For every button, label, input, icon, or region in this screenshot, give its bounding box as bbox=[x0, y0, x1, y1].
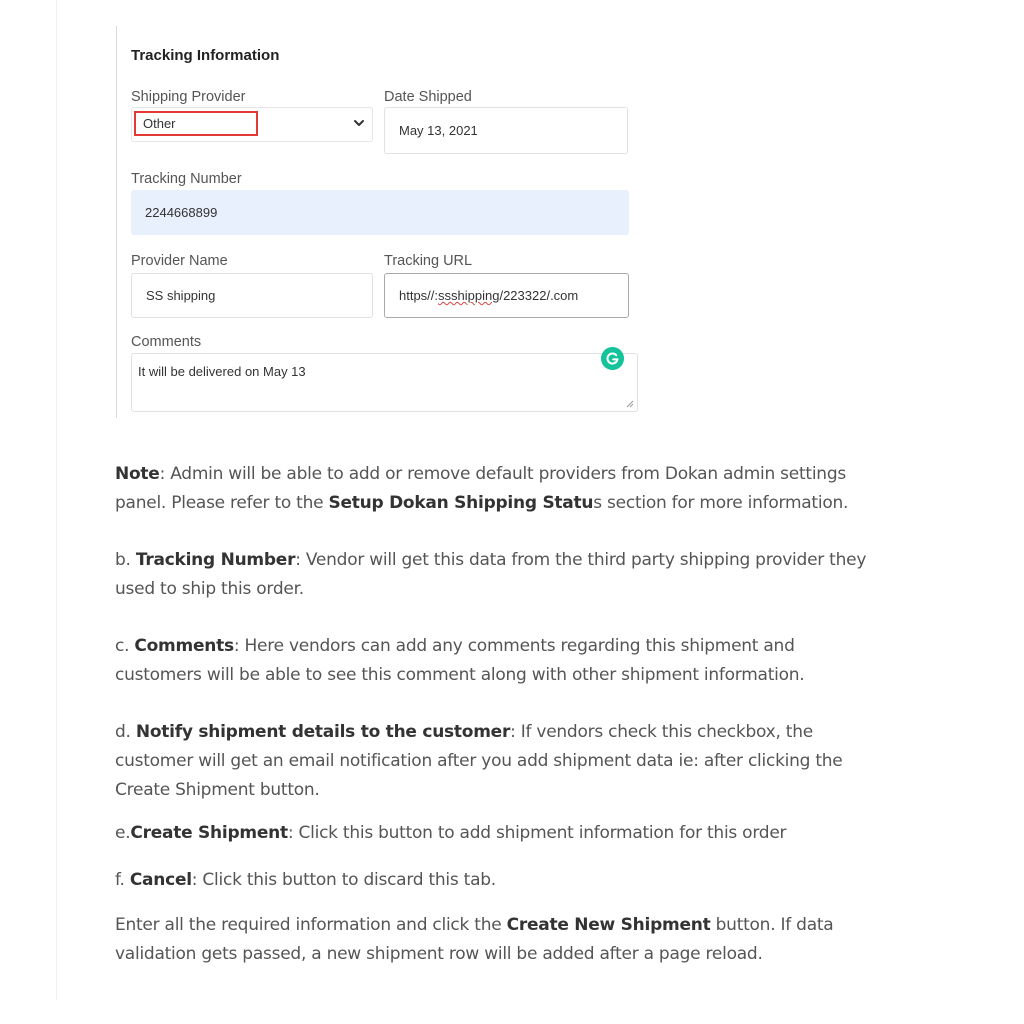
item-c-paragraph bbox=[115, 632, 875, 690]
tracking-number-label: Tracking Number bbox=[131, 171, 242, 187]
final-text-1: Enter all the required information and click the bbox=[115, 915, 507, 935]
item-e-text: : Click this button to add shipment information for this order bbox=[287, 823, 787, 843]
note-text-1: : Admin will be able to add or remove default providers from Dokan admin settings panel. Please refer to the bbox=[115, 464, 846, 513]
final-text-2: button. If data validation gets passed, a new shipment row will be added after a page reload. bbox=[115, 915, 834, 964]
item-d-prefix: d. bbox=[115, 722, 136, 742]
item-f-prefix: f. bbox=[115, 870, 130, 890]
tracking-url-label: Tracking URL bbox=[384, 253, 473, 269]
provider-name-input[interactable]: SS shipping bbox=[131, 273, 373, 318]
comments-text: It will be delivered on May 13 bbox=[138, 364, 306, 379]
comments-label: Comments bbox=[131, 334, 202, 350]
note-paragraph bbox=[115, 460, 875, 518]
form-title: Tracking Information bbox=[131, 47, 280, 64]
note-label: Note bbox=[115, 464, 160, 484]
tracking-url-input[interactable] bbox=[384, 273, 629, 318]
item-b-prefix: b. bbox=[115, 550, 136, 570]
comments-textarea[interactable] bbox=[131, 353, 638, 412]
resize-grip-icon[interactable] bbox=[626, 400, 634, 408]
item-c-title: Comments bbox=[134, 636, 234, 656]
grammarly-icon[interactable] bbox=[601, 347, 624, 370]
tracking-information-form bbox=[0, 0, 700, 430]
shipping-provider-select[interactable] bbox=[131, 107, 373, 142]
item-e-title: Create Shipment bbox=[130, 823, 288, 843]
tracking-url-misspelled-part: ssshipping bbox=[438, 288, 500, 303]
create-new-shipment-label: Create New Shipment bbox=[506, 915, 711, 935]
setup-section-link-text: Setup Dokan Shipping Statu bbox=[328, 493, 594, 513]
tracking-number-input[interactable]: 2244668899 bbox=[131, 190, 629, 235]
date-shipped-input[interactable]: May 13, 2021 bbox=[384, 107, 628, 154]
item-b-paragraph bbox=[115, 546, 875, 604]
item-f-title: Cancel bbox=[129, 870, 192, 890]
item-c-text: : Here vendors can add any comments regarding this shipment and customers will be able to see this comment along with other shipment information. bbox=[115, 636, 805, 685]
provider-name-label: Provider Name bbox=[131, 253, 228, 269]
item-d-text: : If vendors check this checkbox, the customer will get an email notification after you add shipment data ie: after clicking the Create Shipment button. bbox=[115, 722, 843, 800]
chevron-down-icon bbox=[352, 116, 366, 130]
item-b-title: Tracking Number bbox=[135, 550, 296, 570]
note-text-2: s section for more information. bbox=[593, 493, 849, 513]
item-f-text: : Click this button to discard this tab. bbox=[191, 870, 496, 890]
shipping-provider-selected-value: Other bbox=[134, 111, 258, 136]
item-b-text: : Vendor will get this data from the third party shipping provider they used to ship this order. bbox=[115, 550, 867, 599]
final-paragraph bbox=[115, 911, 875, 969]
item-e-paragraph bbox=[115, 819, 875, 848]
tracking-url-suffix: /223322/.com bbox=[499, 288, 579, 303]
item-d-title: Notify shipment details to the customer bbox=[135, 722, 511, 742]
tracking-url-prefix: https//: bbox=[399, 288, 439, 303]
date-shipped-label: Date Shipped bbox=[384, 89, 472, 105]
shipping-provider-label: Shipping Provider bbox=[131, 89, 246, 105]
item-f-paragraph bbox=[115, 866, 875, 895]
item-c-prefix: c. bbox=[115, 636, 135, 656]
item-d-paragraph bbox=[115, 718, 875, 805]
item-e-prefix: e. bbox=[115, 823, 131, 843]
